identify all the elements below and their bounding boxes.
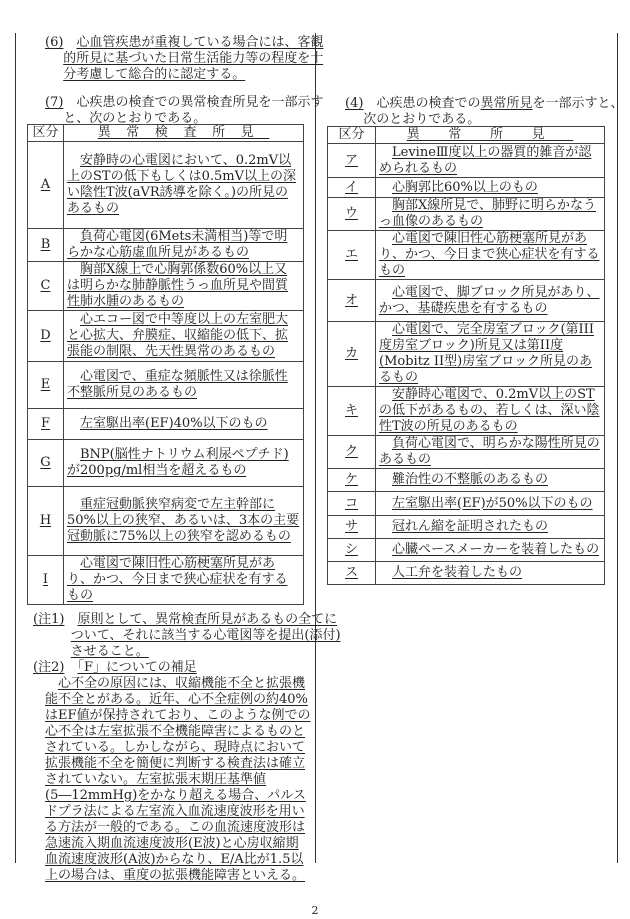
table-row [328, 280, 605, 322]
item-7-text: 心疾患の検査での異常検査所見を一部示すと、次のとおりである。 [63, 95, 324, 126]
table-row [28, 362, 304, 409]
item-4 [345, 96, 630, 128]
row-key: F [28, 409, 64, 440]
row-key: D [28, 311, 64, 362]
item-6 [45, 35, 329, 83]
item-4-text-b: を一部示すと、次のとおりである。 [363, 96, 624, 127]
item-7 [45, 95, 329, 127]
table-row [28, 262, 304, 311]
table-row [328, 387, 605, 436]
note-2-body [45, 676, 311, 884]
row-text: 負荷心電図(6Mets未満相当)等で明らかな心筋虚血所見があるもの [67, 229, 288, 260]
row-key: イ [328, 178, 376, 198]
row-key: ケ [328, 469, 376, 492]
row-text: 心エコー図で中等度以上の左室肥大と心拡大、弁膜症、収縮能の低下、拡張能の制限、先天性異常のあるもの [67, 312, 289, 359]
row-key: G [28, 440, 64, 487]
row-text: 心臓ペースメーカーを装着したもの [392, 542, 600, 557]
item-7-number: (7) [45, 95, 64, 110]
item-4-text-underlined: 異常所見 [480, 96, 533, 111]
row-key: B [28, 229, 64, 262]
row-key: ウ [328, 198, 376, 231]
item-6-text: 心血管疾患が重複している場合には、客観的所見に基づいた日常生活能力等の程度を十分考慮して総合的に認定する。 [63, 35, 324, 82]
row-key: ア [328, 144, 376, 178]
row-text: 心電図で陳旧性心筋梗塞所見があり、かつ、今日まで狭心症状を有するもの [379, 231, 600, 278]
row-text: 心胸郭比60%以上のもの [392, 179, 538, 195]
table-row [328, 198, 605, 231]
note-2-text: 心不全の原因には、収縮機能不全と拡張機能不全とがある。近年、心不全症例の約40%はEF値が保持されており、このような例での心不全は左室拡張不全機能障害によるものとされている。しかしながら、現時点において拡張機能不全を簡便に判断する検査法は確立されていない。左室拡張末期圧基準値(5―12mmHg)をかなり超える場合、パルスドプラ法による左室流入血流速度波形を用いる方法が一般的である。この血流速度波形は急速流入期血流速度波形(E波)と心房収縮期血流速度波形(A波)からなり、E/A比が1.5以上の場合は、重度の拡張機能障害といえる。 [45, 676, 311, 883]
page-number: 2 [311, 904, 319, 917]
note-1 [33, 612, 349, 660]
header-findings: 異常所見 [376, 127, 605, 144]
item-4-number: (4) [345, 96, 364, 111]
row-key: ス [328, 562, 376, 585]
row-text: 負荷心電図で、明らかな陽性所見のあるもの [379, 436, 600, 467]
table-header [28, 125, 304, 142]
table-row [28, 556, 304, 605]
table-row [28, 409, 304, 440]
table-row [28, 229, 304, 262]
row-key: サ [328, 516, 376, 539]
row-key: コ [328, 492, 376, 516]
row-text: 冠れん縮を証明されたもの [392, 519, 549, 534]
row-text: 左室駆出率(EF)が50%以下のもの [392, 495, 593, 511]
left-column-border [15, 33, 16, 863]
row-text: 心電図で、完全房室ブロック(第III度房室ブロック)所見又は第II度(Mobitz II型)房室ブロック所見のあるもの [379, 322, 594, 385]
row-key: キ [328, 387, 376, 436]
row-key: I [28, 556, 64, 605]
table-row [328, 469, 605, 492]
table-row [28, 142, 304, 229]
item-6-number: (6) [45, 35, 64, 50]
row-text: 重症冠動脈狭窄病変で左主幹部に50%以上の狭窄、あるいは、3本の主要冠動脈に75%以上の狭窄を認めるもの [67, 497, 300, 544]
left-findings-table [27, 124, 304, 605]
row-key: オ [328, 280, 376, 322]
row-key: H [28, 487, 64, 556]
row-text: 安静時心電図で、0.2mV以上のSTの低下があるもの、若しくは、深い陰性T波の所見のあるもの [379, 387, 600, 434]
table-row [328, 436, 605, 469]
table-row [328, 562, 605, 585]
row-text: 胸部X線所見で、肺野に明らかなうっ血像のあるもの [379, 198, 596, 229]
row-key: エ [328, 231, 376, 280]
table-row [328, 492, 605, 516]
row-text: 心電図で、重症な頻脈性又は徐脈性不整脈所見のあるもの [67, 369, 288, 400]
row-key: カ [328, 322, 376, 387]
note-2-title: 「F」についての補足 [77, 660, 197, 675]
row-text: 胸部X線上で心胸郭係数60%以上又は明らかな肺静脈性うっ血所見や間質性肺水腫のあるもの [67, 262, 289, 309]
row-key: C [28, 262, 64, 311]
row-key: A [28, 142, 64, 229]
table-row [328, 322, 605, 387]
row-text: 人工弁を装着したもの [392, 565, 523, 580]
table-row [328, 516, 605, 539]
column-divider [315, 33, 316, 863]
row-key: ク [328, 436, 376, 469]
table-row [28, 487, 304, 556]
row-text: 難治性の不整脈のあるもの [392, 472, 549, 487]
note-1-label: (注1) [33, 612, 65, 627]
row-text: 左室駆出率(EF)40%以下のもの [80, 416, 268, 431]
table-row [328, 144, 605, 178]
table-row [28, 440, 304, 487]
row-text: 心電図で陳旧性心筋梗塞所見があり、かつ、今日まで狭心症状を有するもの [67, 556, 288, 603]
table-row [328, 231, 605, 280]
row-text: BNP(脳性ナトリウム利尿ペプチド)が200pg/ml相当を超えるもの [67, 447, 289, 478]
row-text: LevineⅢ度以上の器質的雑音が認められるもの [379, 144, 592, 176]
table-row [328, 178, 605, 198]
note-2-heading [33, 660, 311, 676]
item-4-text-a: 心疾患の検査での [376, 96, 481, 111]
table-row [28, 311, 304, 362]
header-category: 区分 [28, 125, 64, 142]
table-row [328, 539, 605, 562]
row-key: E [28, 362, 64, 409]
row-key: シ [328, 539, 376, 562]
note-1-text: 原則として、異常検査所見があるもの全てについて、それに該当する心電図等を提出(添付)させること。 [70, 612, 341, 659]
row-text: 安静時の心電図において、0.2mV以上のSTの低下もしくは0.5mV以上の深い陰性T波(aVR誘導を除く。)の所見のあるもの [67, 153, 296, 216]
header-findings: 異常検査所見 [64, 125, 304, 142]
note-2-label: (注2) [33, 660, 65, 675]
right-findings-table [327, 126, 605, 585]
table-header [328, 127, 605, 144]
right-column-border [617, 33, 618, 863]
header-category: 区分 [328, 127, 376, 144]
row-text: 心電図で、脚ブロック所見があり、かつ、基礎疾患を有するもの [379, 284, 600, 316]
